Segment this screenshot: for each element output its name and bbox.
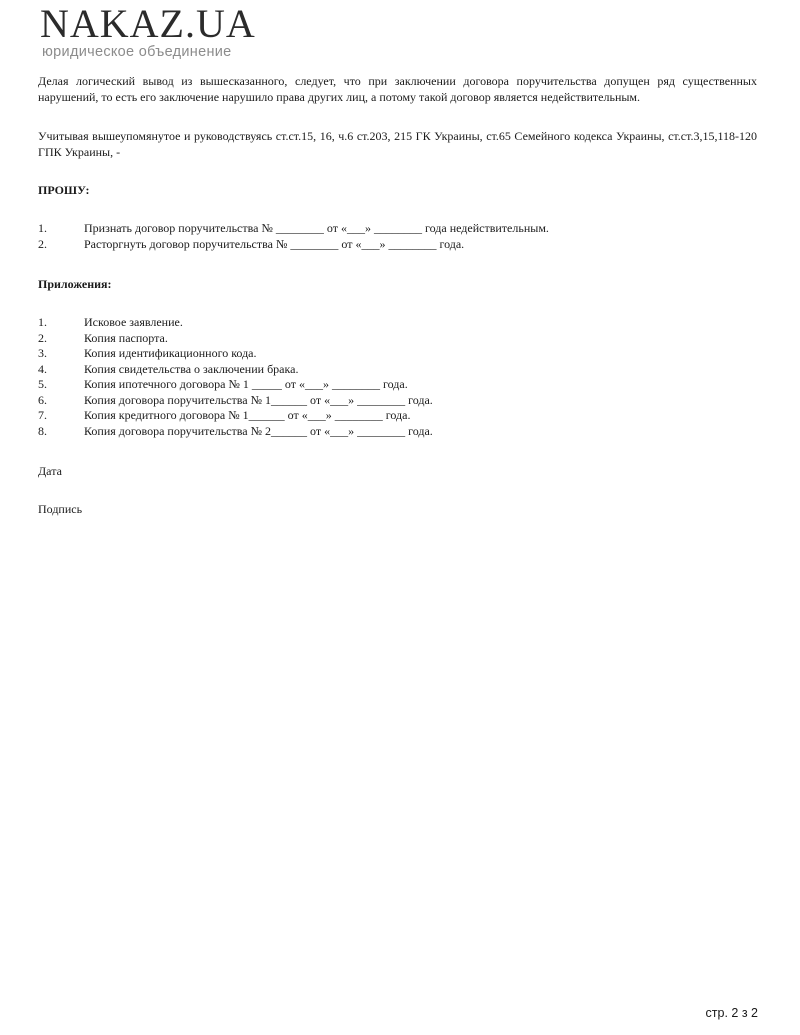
list-item-number: 8. bbox=[38, 423, 47, 438]
list-item-number: 6. bbox=[38, 392, 47, 407]
page-number: стр. 2 з 2 bbox=[705, 1006, 758, 1020]
list-item bbox=[38, 408, 433, 424]
list-item bbox=[38, 237, 549, 253]
list-item-text: Копия договора поручительства № 1______ от «___» ________ года. bbox=[84, 392, 433, 407]
list-item-number: 5. bbox=[38, 377, 47, 391]
list-item-text: Копия кредитного договора № 1______ от «___» ________ года. bbox=[84, 408, 411, 422]
list-item-number: 2. bbox=[38, 236, 47, 251]
legal-basis-paragraph: Учитывая вышеупомянутое и руководствуясь ст.ст.15, 16, ч.6 ст.203, 215 ГК Украины, ст.65 Семейного кодекса Украины, ст.ст.3,15,118-120 ГПК Украины, - bbox=[38, 129, 757, 159]
list-item-text: Копия идентификационного кода. bbox=[84, 346, 257, 360]
logo-subtitle: юридическое объединение bbox=[42, 44, 232, 60]
list-item bbox=[38, 393, 433, 409]
list-item bbox=[38, 362, 433, 378]
signature-label: Подпись bbox=[38, 502, 83, 516]
request-heading: ПРОШУ: bbox=[38, 183, 90, 197]
list-item-number: 2. bbox=[38, 330, 47, 345]
logo bbox=[40, 1, 256, 60]
list-item bbox=[38, 377, 433, 393]
list-item-text: Признать договор поручительства № ________ от «___» ________ года недействительным. bbox=[84, 221, 549, 235]
list-item bbox=[38, 346, 433, 362]
list-item-number: 4. bbox=[38, 361, 47, 376]
list-item-text: Исковое заявление. bbox=[84, 315, 183, 329]
list-item bbox=[38, 221, 549, 237]
logo-title: NAKAZ.UA bbox=[40, 1, 256, 46]
request-list bbox=[38, 221, 549, 252]
list-item-text: Копия ипотечного договора № 1 _____ от «___» ________ года. bbox=[84, 377, 408, 391]
list-item bbox=[38, 424, 433, 440]
list-item-text: Расторгнуть договор поручительства № ________ от «___» ________ года. bbox=[84, 236, 465, 251]
list-item-text: Копия свидетельства о заключении брака. bbox=[84, 361, 299, 376]
attachments-heading: Приложения: bbox=[38, 277, 112, 291]
list-item-text: Копия договора поручительства № 2______ от «___» ________ года. bbox=[84, 423, 433, 438]
list-item-number: 1. bbox=[38, 221, 47, 235]
list-item-number: 1. bbox=[38, 315, 47, 329]
date-label: Дата bbox=[38, 464, 62, 478]
attachments-list bbox=[38, 315, 433, 439]
list-item-text: Копия паспорта. bbox=[84, 330, 168, 345]
list-item-number: 3. bbox=[38, 346, 47, 360]
list-item bbox=[38, 331, 433, 347]
list-item-number: 7. bbox=[38, 408, 47, 422]
list-item bbox=[38, 315, 433, 331]
conclusion-paragraph: Делая логический вывод из вышесказанного, следует, что при заключении договора поручительства допущен ряд существенных нарушений, то есть его заключение нарушило права других лиц, а потому такой договор является недействительным. bbox=[38, 74, 757, 104]
